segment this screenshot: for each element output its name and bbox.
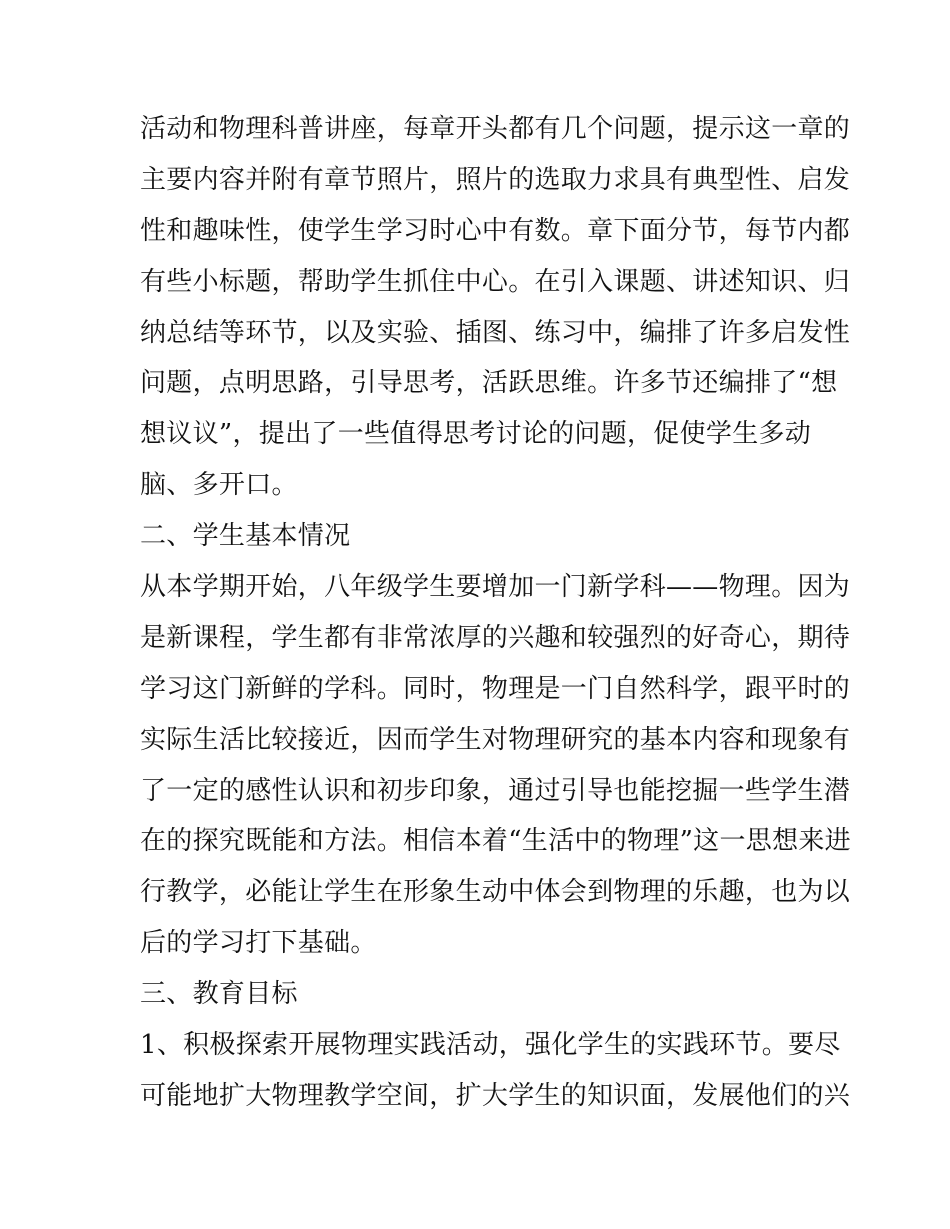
paragraph-line: 是新课程，学生都有非常浓厚的兴趣和较强烈的好奇心，期待 xyxy=(140,622,851,653)
paragraph-line: 性和趣味性，使学生学习时心中有数。章下面分节，每节内都 xyxy=(140,215,851,246)
paragraph-line: 从本学期开始，八年级学生要增加一门新学科——物理。因为 xyxy=(140,572,851,603)
paragraph-line: 纳总结等环节，以及实验、插图、练习中，编排了许多启发性 xyxy=(140,317,851,348)
paragraph-line: 后的学习打下基础。 xyxy=(140,928,377,959)
paragraph-line: 活动和物理科普讲座，每章开头都有几个问题，提示这一章的 xyxy=(140,114,851,144)
paragraph-line: 行教学，必能让学生在形象生动中体会到物理的乐趣，也为以 xyxy=(140,877,851,908)
paragraph-line: 可能地扩大物理教学空间，扩大学生的知识面，发展他们的兴 xyxy=(140,1080,851,1111)
paragraph-line: 学习这门新鲜的学科。同时，物理是一门自然科学，跟平时的 xyxy=(140,673,851,704)
document-body xyxy=(140,110,851,1128)
paragraph-line: 想议议”，提出了一些值得思考讨论的问题，促使学生多动 xyxy=(140,419,812,450)
paragraph-line: 有些小标题，帮助学生抓住中心。在引入课题、讲述知识、归 xyxy=(140,266,851,297)
paragraph-line: 主要内容并附有章节照片，照片的选取力求具有典型性、启发 xyxy=(140,164,851,195)
paragraph-line: 实际生活比较接近，因而学生对物理研究的基本内容和现象有 xyxy=(140,724,851,755)
section-heading: 三、教育目标 xyxy=(140,979,298,1010)
paragraph-line: 1、积极探索开展物理实践活动，强化学生的实践环节。要尽 xyxy=(140,1030,841,1061)
paragraph-line: 问题，点明思路，引导思考，活跃思维。许多节还编排了“想 xyxy=(140,368,838,399)
paragraph-line: 了一定的感性认识和初步印象，通过引导也能挖掘一些学生潜 xyxy=(140,775,851,806)
paragraph-line: 在的探究既能和方法。相信本着“生活中的物理”这一思想来进 xyxy=(140,826,851,857)
section-heading: 二、学生基本情况 xyxy=(140,521,351,552)
paragraph-line: 脑、多开口。 xyxy=(140,470,298,501)
